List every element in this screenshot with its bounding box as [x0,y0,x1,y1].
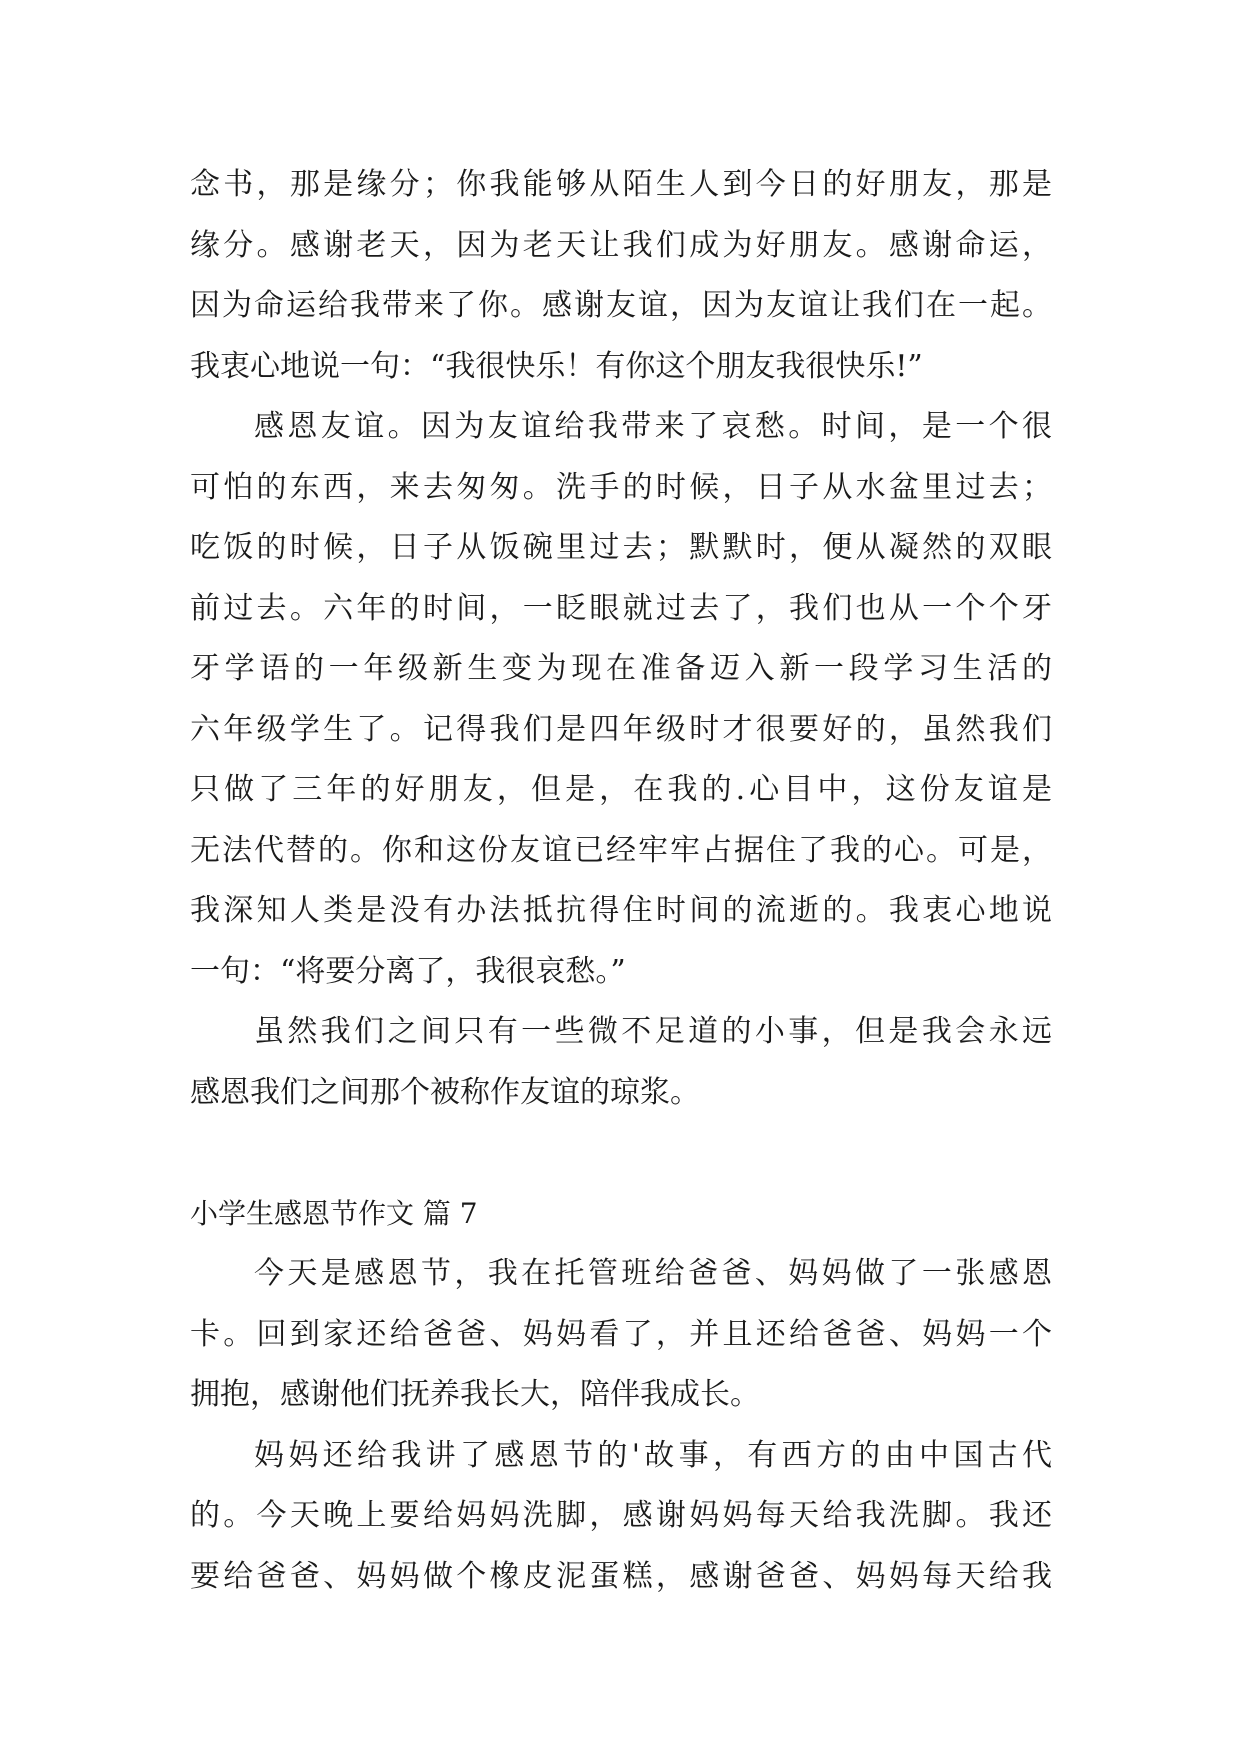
section-gap [190,1123,1052,1184]
text-line: 可怕的东西，来去匆匆。洗手的时候，日子从水盆里过去； [190,469,1052,505]
paragraph-1 [190,155,1052,397]
text-line: 要给爸爸、妈妈做个橡皮泥蛋糕，感谢爸爸、妈妈每天给我 [190,1558,1052,1594]
text-line: 拥抱，感谢他们抚养我长大，陪伴我成长。 [190,1377,760,1412]
section-heading: 小学生感恩节作文 篇 7 [190,1196,478,1230]
text-line: 牙学语的一年级新生变为现在准备迈入新一段学习生活的 [190,651,1052,686]
text-line: 吃饭的时候，日子从饭碗里过去；默默时，便从凝然的双眼 [190,530,1052,565]
text-line: 今天是感恩节，我在托管班给爸爸、妈妈做了一张感恩 [254,1256,1052,1291]
text-line: 感恩友谊。因为友谊给我带来了哀愁。时间，是一个很 [254,409,1052,444]
paragraph-5 [190,1426,1052,1608]
document-page [190,155,1052,1607]
text-line: 无法代替的。你和这份友谊已经牢牢占据住了我的心。可是， [190,832,1052,868]
text-line: 一句：“将要分离了，我很哀愁。” [190,953,626,989]
text-line: 我衷心地说一句：“我很快乐！有你这个朋友我很快乐!” [190,348,923,384]
text-line: 妈妈还给我讲了感恩节的'故事，有西方的由中国古代 [254,1437,1052,1473]
text-line: 缘分。感谢老天，因为老天让我们成为好朋友。感谢命运， [190,227,1052,263]
text-line: 我深知人类是没有办法抵抗得住时间的流逝的。我衷心地说 [190,893,1052,928]
text-line: 虽然我们之间只有一些微不足道的小事，但是我会永远 [254,1014,1052,1049]
paragraph-3 [190,1002,1052,1123]
paragraph-4 [190,1244,1052,1426]
text-line: 前过去。六年的时间，一眨眼就过去了，我们也从一个个牙 [190,590,1052,626]
text-line: 卡。回到家还给爸爸、妈妈看了，并且还给爸爸、妈妈一个 [190,1316,1052,1352]
text-line: 只做了三年的好朋友，但是，在我的.心目中，这份友谊是 [190,772,1052,807]
text-line: 六年级学生了。记得我们是四年级时才很要好的，虽然我们 [190,711,1052,747]
text-line: 感恩我们之间那个被称作友谊的琼浆。 [190,1074,700,1110]
text-line: 念书，那是缘分；你我能够从陌生人到今日的好朋友，那是 [190,167,1052,202]
paragraph-2 [190,397,1052,1002]
text-line: 的。今天晚上要给妈妈洗脚，感谢妈妈每天给我洗脚。我还 [190,1498,1052,1533]
text-line: 因为命运给我带来了你。感谢友谊，因为友谊让我们在一起。 [190,288,1052,323]
